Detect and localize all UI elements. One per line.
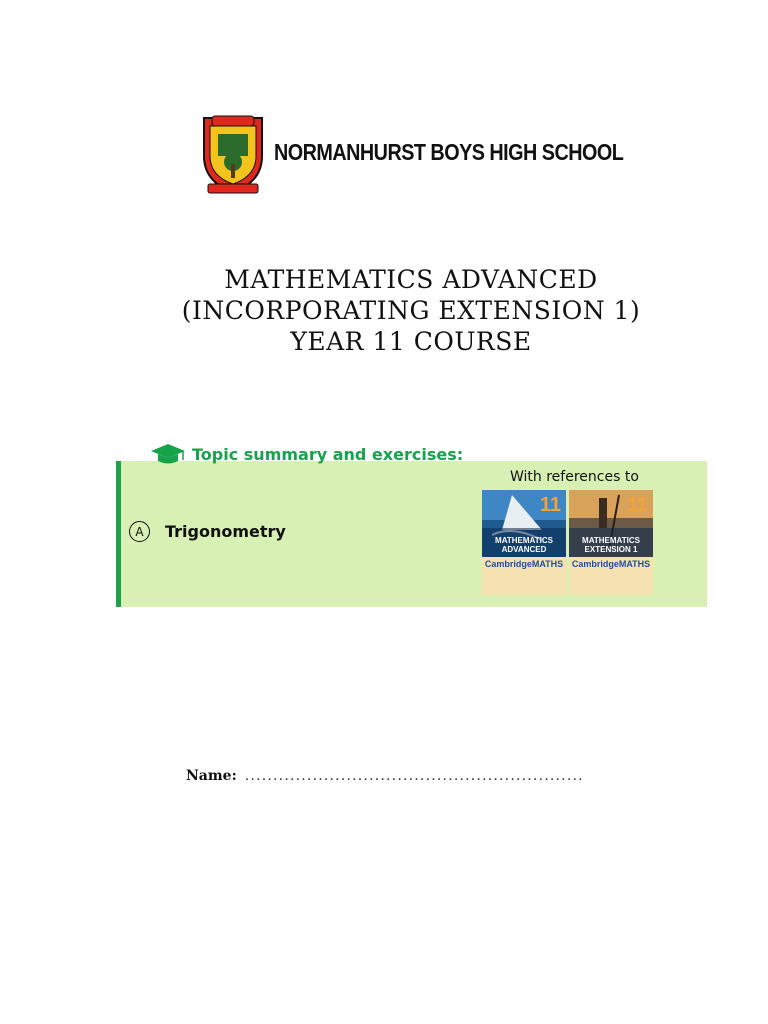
topic-item (129, 521, 286, 542)
topic-heading-label: Topic summary and exercises: (192, 444, 464, 464)
book-title-line-2: ADVANCED (501, 545, 547, 554)
name-label: Name: (186, 768, 237, 784)
name-field[interactable] (186, 768, 584, 784)
title-line-3: YEAR 11 COURSE (290, 327, 532, 356)
title-line-1: MATHEMATICS ADVANCED (224, 265, 598, 294)
book-title (569, 536, 653, 554)
topic-heading (150, 442, 463, 466)
school-name: NORMANHURST BOYS HIGH SCHOOL (274, 139, 624, 165)
book-number: 11 (626, 494, 648, 516)
title-line-2: (INCORPORATING EXTENSION 1) (181, 296, 641, 325)
book-title-line-2: EXTENSION 1 (584, 545, 638, 554)
name-dotted-line[interactable]: ............................................................ (244, 768, 584, 784)
book-brand: CambridgeMATHS (484, 559, 564, 569)
school-header (198, 112, 268, 196)
book-cover-extension-1 (569, 490, 653, 595)
book-number: 11 (539, 494, 561, 516)
graduation-cap-icon (150, 442, 186, 466)
course-title (0, 264, 768, 357)
topic-letter-badge: A (129, 521, 150, 542)
book-title (482, 536, 566, 554)
book-cover-advanced (482, 490, 566, 595)
book-title-line-1: MATHEMATICS (582, 536, 640, 545)
topic-item-label: Trigonometry (165, 522, 286, 541)
references-label: With references to (510, 469, 639, 485)
book-title-line-1: MATHEMATICS (495, 536, 553, 545)
school-crest-logo (198, 112, 268, 196)
book-brand: CambridgeMATHS (571, 559, 651, 569)
